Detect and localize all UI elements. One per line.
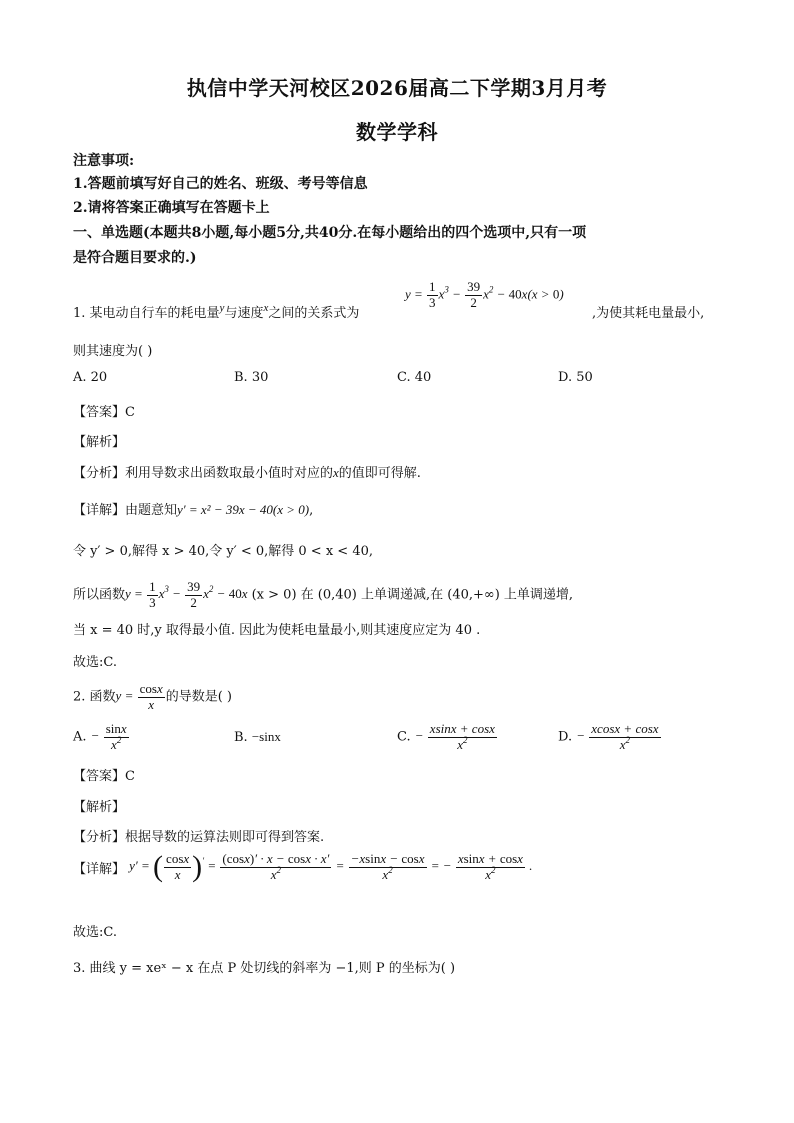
q1-step3: 所以函数y = $\frac{1}{3}$ $x^3$ − $\frac{39}{2}$ $x^2 - 40x$ (x > 0) 在 (0,40) 上单调递减,在 (40,+∞) 上单调递增, <box>73 579 574 610</box>
notes-item-1: 1.答题前填写好自己的姓名、班级、考号等信息 <box>73 176 368 192</box>
q1-step2: 令 y′ > 0,解得 x > 40,令 y′ < 0,解得 0 < x < 40, <box>73 544 373 559</box>
q2-stem: 2. 函数y = $\frac{\cos x}{x}$ 的导数是( ) <box>73 681 232 712</box>
q1-stem-end: ,为使其耗电量最小, <box>592 306 705 321</box>
q2-option-d: D. − $\frac{xcosx + \cos x}{x^2}$ <box>558 721 659 752</box>
notes-heading: 注意事项: <box>73 153 135 169</box>
q2-analysis-label: 【解析】 <box>73 800 126 815</box>
q1-option-a: A. 20 <box>73 370 108 385</box>
q1-conclusion: 故选:C. <box>73 655 117 670</box>
section-heading-line1: 一、单选题(本题共8小题,每小题5分,共40分.在每小题给出的四个选项中,只有一项 <box>73 225 587 241</box>
q2-fenxi: 【分析】根据导数的运算法则即可得到答案. <box>73 830 325 845</box>
q1-step4: 当 x = 40 时,y 取得最小值. 因此为使耗电量最小,则其速度应定为 40 . <box>73 623 481 638</box>
section-heading-line2: 是符合题目要求的.) <box>73 250 197 266</box>
q2-conclusion: 故选:C. <box>73 925 117 940</box>
notes-item-2: 2.请将答案正确填写在答题卡上 <box>73 200 270 216</box>
q2-option-b: B. −sinx <box>234 729 281 745</box>
exam-title: 执信中学天河校区2026届高二下学期3月月考 <box>186 76 608 100</box>
q1-answer: 【答案】C <box>73 405 135 420</box>
subject-title: 数学学科 <box>356 120 438 144</box>
q3-stem: 3. 曲线 y = xeˣ − x 在点 P 处切线的斜率为 −1,则 P 的坐标为( ) <box>73 961 456 976</box>
q1-formula: y = $\frac{1}{3}$ $x^3$ − $\frac{39}{2}$ $x^2 - 40x(x > 0)$ <box>405 279 564 310</box>
q2-detail: 【详解】 y′ = ( $\frac{\cos x}{x}$ )′ = $\frac{(\cos x)' \cdot x - \cos x \cdot x'}{x^2}$ = $\frac{-xsinx - \cos x}{x^2}$ = − $\frac{xsinx + \cos x}{x^2}$ . <box>73 850 533 884</box>
q2-option-a: A. − $\frac{\sin x}{x^2}$ <box>73 721 127 752</box>
q1-option-b: B. 30 <box>234 370 269 385</box>
q1-option-d: D. 50 <box>558 370 593 385</box>
q1-stem: 1. 某电动自行车的耗电量$^y$与速度$^x$之间的关系式为 <box>73 302 360 321</box>
q1-stem-line2: 则其速度为( ) <box>73 344 153 359</box>
q1-analysis-label: 【解析】 <box>73 435 126 450</box>
q1-option-c: C. 40 <box>397 370 432 385</box>
q2-answer: 【答案】C <box>73 769 135 784</box>
q1-detail: 【详解】由题意知y′ = x² − 39x − 40(x > 0), <box>73 502 314 518</box>
q1-fenxi: 【分析】利用导数求出函数取最小值时对应的x的值即可得解. <box>73 465 421 481</box>
q2-option-c: C. − $\frac{xsinx + \cos x}{x^2}$ <box>397 721 495 752</box>
